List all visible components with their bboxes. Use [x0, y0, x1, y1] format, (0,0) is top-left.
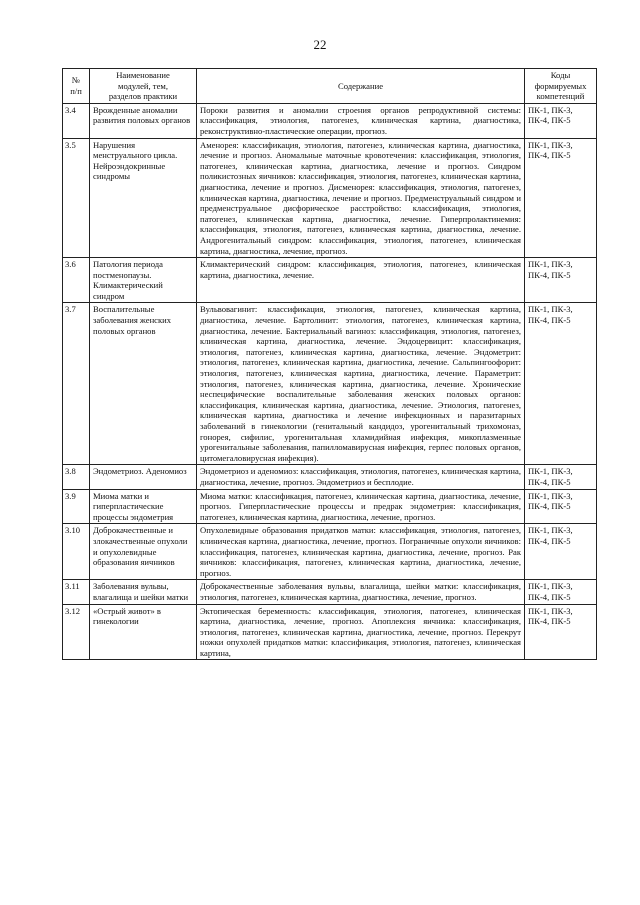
row-codes: ПК-1, ПК-3, ПК-4, ПК-5 — [525, 258, 597, 303]
row-content: Аменорея: классификация, этиология, патогенез, клиническая картина, диагностика, лечение и прогноз. Аномальные маточные кровотечения: классификация, этиология, патогенез, клиническая картина, диагностика, лечение и прогноз. Синдром поликистозных яичников: классификация, этиология, патогенез, клиническая картина, диагностика, лечение и прогноз. Дисменорея: классификация, этиология, патогенез, клиническая картина, диагностика, лечение и прогноз. Предменструальный синдром и предменструальное дисфорическое расстройство: классификация, этиология, патогенез, клиническая картина, диагностика, лечение. Гиперпролактинемия: классификация, этиология, патогенез, клиническая картина, диагностика, лечение. Андрогенитальный синдром: классификация, этиология, патогенез, клиническая картина, диагностика, лечение, прогноз. — [197, 138, 525, 258]
row-codes: ПК-1, ПК-3, ПК-4, ПК-5 — [525, 580, 597, 604]
table-row — [63, 489, 597, 524]
row-num: 3.5 — [63, 138, 90, 258]
header-codes: Коды формируемых компетенций — [525, 69, 597, 104]
row-module: Заболевания вульвы, влагалища и шейки матки — [90, 580, 197, 604]
row-module: Воспалительные заболевания женских половых органов — [90, 303, 197, 465]
row-codes: ПК-1, ПК-3, ПК-4, ПК-5 — [525, 489, 597, 524]
row-module: Миома матки и гиперпластические процессы эндометрия — [90, 489, 197, 524]
row-num: 3.10 — [63, 524, 90, 580]
table-row — [63, 604, 597, 660]
table-row — [63, 258, 597, 303]
row-content: Доброкачественные заболевания вульвы, влагалища, шейки матки: классификация, этиология, патогенез, клиническая картина, диагностика, лечение, прогноз. — [197, 580, 525, 604]
header-content: Содержание — [197, 69, 525, 104]
row-content: Вульвовагинит: классификация, этиология, патогенез, клиническая картина, диагностика, лечение. Бартолинит: этиология, патогенез, клиническая картина, диагностика, лечение. Бактериальный вагиноз: классификация, этиология, патогенез, клиническая картина, диагностика, лечение. Эндоцервицит: классификация, этиология, патогенез, клиническая картина, диагностика, лечение. Эндометрит: этиология, патогенез, клиническая картина, диагностика, лечение. Сальпингоофорит: этиология, патогенез, клиническая картина, диагностика, лечение. Параметрит: этиология, патогенез, клиническая картина, диагностика, лечение. Хронические неспецифические воспалительные заболевания женских половых органов: классификация, клиническая картина, диагностика, лечение. Этиология, патогенез, клиническая картина, диагностика и лечение инфекционных и паразитарных заболеваний в гинекологии (генитальный кандидоз, урогенитальный трихомоназ, гонорея, сифилис, урогенитальная хламидийная инфекция, микоплазменные урогенитальные заболевания, папилломавирусная инфекция, герпес половых органов, цитомегаловирусная инфекция). — [197, 303, 525, 465]
row-codes: ПК-1, ПК-3, ПК-4, ПК-5 — [525, 604, 597, 660]
row-module: Эндометриоз. Аденомиоз — [90, 465, 197, 489]
row-num: 3.9 — [63, 489, 90, 524]
table-row — [63, 303, 597, 465]
row-module: Патология периода постменопаузы. Климактерический синдром — [90, 258, 197, 303]
row-module: Доброкачественные и злокачественные опухоли и опухолевидные образования яичников — [90, 524, 197, 580]
row-num: 3.8 — [63, 465, 90, 489]
row-codes: ПК-1, ПК-3, ПК-4, ПК-5 — [525, 138, 597, 258]
table-header-row — [63, 69, 597, 104]
row-codes: ПК-1, ПК-3, ПК-4, ПК-5 — [525, 524, 597, 580]
row-content: Миома матки: классификация, патогенез, клиническая картина, диагностика, лечение, прогноз. Гиперпластические процессы и предрак эндометрия: классификация, патогенез, клиническая картина, диагностика, лечение, прогноз. — [197, 489, 525, 524]
row-content: Пороки развития и аномалии строения органов репродуктивной системы: классификация, этиология, патогенез, клиническая картина, диагностика, реконструктивно-пластические операции, прогноз. — [197, 103, 525, 138]
table-row — [63, 138, 597, 258]
row-module: Врожденные аномалии развития половых органов — [90, 103, 197, 138]
table-row — [63, 524, 597, 580]
row-module: «Острый живот» в гинекологии — [90, 604, 197, 660]
curriculum-table — [62, 68, 597, 660]
row-content: Эктопическая беременность: классификация, этиология, патогенез, клиническая картина, диагностика, лечение, прогноз. Апоплексия яичника: классификация, этиология, патогенез, клиническая картина, диагностика, лечение, прогноз. Перекрут ножки опухолей придатков матки: классификация, этиология, патогенез, клиническая картина, — [197, 604, 525, 660]
row-codes: ПК-1, ПК-3, ПК-4, ПК-5 — [525, 465, 597, 489]
table-row — [63, 465, 597, 489]
row-module: Нарушения менструального цикла. Нейроэндокринные синдромы — [90, 138, 197, 258]
header-module: Наименование модулей, тем, разделов практики — [90, 69, 197, 104]
header-num: № п/п — [63, 69, 90, 104]
row-num: 3.11 — [63, 580, 90, 604]
row-num: 3.6 — [63, 258, 90, 303]
row-num: 3.4 — [63, 103, 90, 138]
row-num: 3.7 — [63, 303, 90, 465]
row-content: Эндометриоз и аденомиоз: классификация, этиология, патогенез, клиническая картина, диагностика, лечение, прогноз. Эндометриоз и бесплодие. — [197, 465, 525, 489]
row-num: 3.12 — [63, 604, 90, 660]
row-content: Опухолевидные образования придатков матки: классификация, этиология, патогенез, клиническая картина, диагностика, лечение, прогноз. Пограничные опухоли яичников: классификация, патогенез, клиническая картина, диагностика, лечение, прогноз. Рак яичников: классификация, патогенез, клиническая картина, диагностика, лечение, прогноз. — [197, 524, 525, 580]
row-content: Климактерический синдром: классификация, этиология, патогенез, клиническая картина, диагностика, лечение. — [197, 258, 525, 303]
table-row — [63, 580, 597, 604]
row-codes: ПК-1, ПК-3, ПК-4, ПК-5 — [525, 303, 597, 465]
page-number: 22 — [313, 37, 327, 52]
row-codes: ПК-1, ПК-3, ПК-4, ПК-5 — [525, 103, 597, 138]
table-row — [63, 103, 597, 138]
